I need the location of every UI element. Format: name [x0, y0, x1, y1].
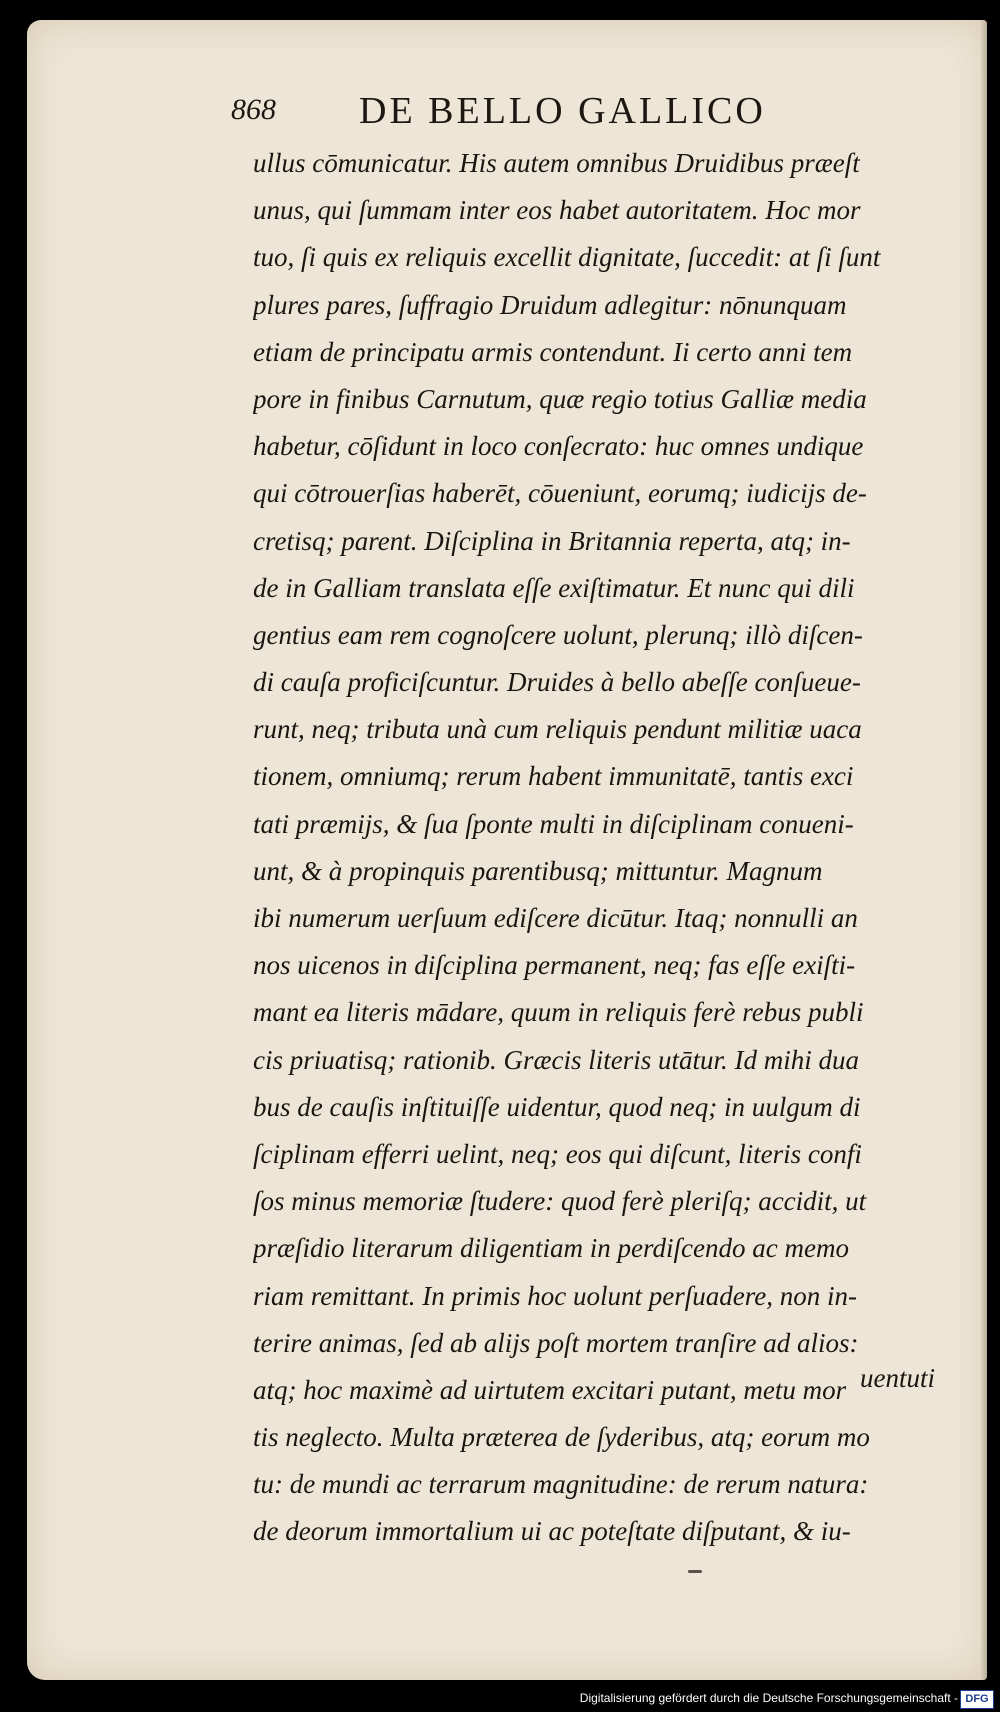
page-edge [981, 20, 987, 1680]
footer-credit: Digitalisierung gefördert durch die Deutsche Forschungsgemeinschaft - [579, 1691, 958, 1705]
text-line: ſciplinam efferri uelint, neq; eos qui diſcunt, literis confi [253, 1138, 862, 1169]
text-line: tu: de mundi ac terrarum magnitudine: de rerum natura: [253, 1469, 869, 1500]
page-number: 868 [231, 93, 276, 126]
text-line: gentius eam rem cognoſcere uolunt, plerunq; illò diſcen- [253, 619, 863, 650]
text-line: ibi numerum uerſuum ediſcere dicūtur. Itaq; nonnulli an [253, 903, 858, 933]
text-line: nos uicenos in diſciplina permanent, neq; fas eſſe exiſti- [253, 950, 856, 981]
running-head [223, 89, 803, 135]
text-line: qui cōtrouerſias haberēt, cōueniunt, eorumq; iudicijs de- [253, 478, 867, 509]
text-line: unus, qui ſummam inter eos habet autoritatem. Hoc mor [253, 195, 861, 226]
text-line: runt, neq; tributa unà cum reliquis pendunt militiæ uaca [253, 714, 862, 745]
text-line: habetur, cōſidunt in loco conſecrato: huc omnes undique [253, 431, 864, 462]
ink-mark [688, 1570, 702, 1573]
text-line: mant ea literis mādare, quum in reliquis ferè rebus publi [253, 997, 864, 1028]
text-line: cis priuatisq; rationib. Græcis literis utātur. Id mihi dua [253, 1044, 860, 1075]
catchword: uentuti [860, 1363, 935, 1393]
text-line: unt, & à propinquis parentibusq; mittuntur. Magnum [253, 855, 823, 886]
dfg-logo-icon: DFG [960, 1690, 994, 1709]
text-line: etiam de principatu armis contendunt. Ii certo anni tem [253, 336, 853, 367]
text-line: de in Galliam translata eſſe exiſtimatur. Et nunc qui dili [253, 572, 855, 603]
text-line: pore in finibus Carnutum, quæ regio totius Galliæ media [253, 383, 867, 414]
body-text [253, 140, 973, 1556]
digitization-footer [0, 1686, 1000, 1712]
text-line: tuo, ſi quis ex reliquis excellit dignitate, ſuccedit: at ſi ſunt [253, 242, 881, 273]
text-line: di cauſa proficiſcuntur. Druides à bello abeſſe conſueue- [253, 667, 861, 698]
text-line: præſidio literarum diligentiam in perdiſcendo ac memo [253, 1233, 849, 1264]
text-line: riam remittant. In primis hoc uolunt perſuadere, non in- [253, 1280, 857, 1311]
text-line: plures pares, ſuffragio Druidum adlegitur: nōnunquam [253, 289, 847, 320]
text-line: tati præmijs, & ſua ſponte multi in diſciplinam conueni- [253, 808, 854, 839]
text-line: ullus cōmunicatur. His autem omnibus Druidibus præeſt [253, 148, 860, 178]
text-line: tis neglecto. Multa præterea de ſyderibus, atq; eorum mo [253, 1422, 870, 1453]
text-line: de deorum immortalium ui ac poteſtate diſputant, & iu- [253, 1516, 851, 1547]
text-line: ſos minus memoriæ ſtudere: quod ferè pleriſq; accidit, ut [253, 1186, 867, 1217]
text-line: tionem, omniumq; rerum habent immunitatē, tantis exci [253, 761, 854, 792]
text-line: bus de cauſis inſtituiſſe uidentur, quod neq; in uulgum di [253, 1091, 861, 1122]
running-title: DE BELLO GALLICO [359, 90, 766, 132]
text-line: cretisq; parent. Diſciplina in Britannia reperta, atq; in- [253, 525, 851, 556]
text-line: atq; hoc maximè ad uirtutem excitari putant, metu mor [253, 1374, 847, 1405]
text-line: terire animas, ſed ab alijs poſt mortem tranſire ad alios: [253, 1327, 859, 1358]
